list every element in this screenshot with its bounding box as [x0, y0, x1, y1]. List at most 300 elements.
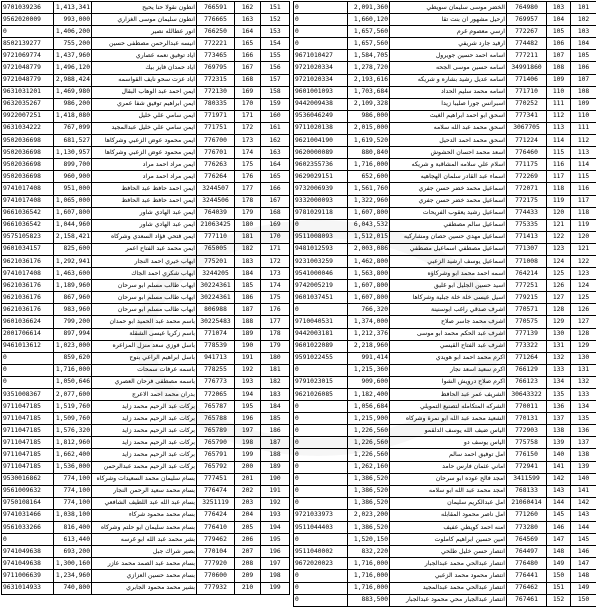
cell-account: 778539: [197, 340, 235, 352]
cell-phone: 0: [2, 352, 54, 364]
cell-account: 777211: [507, 50, 547, 62]
cell-name: ايمن سامي علي خليل: [92, 110, 197, 122]
cell-account: 765788: [197, 413, 235, 425]
cell-col-c: 118: [571, 207, 596, 219]
cell-col-c: 116: [571, 183, 596, 195]
cell-name: بشر محمد عبد الله ابو غرسه: [92, 534, 197, 546]
cell-phone: 9632035267: [2, 98, 54, 110]
table-row: [294, 122, 596, 134]
table-row: [2, 582, 290, 594]
table-row: [2, 546, 290, 558]
cell-amount: 1,469,980: [54, 86, 92, 98]
cell-col-a: 188: [235, 316, 261, 328]
cell-col-b: 134: [547, 376, 571, 388]
cell-phone: 0: [2, 26, 54, 38]
cell-col-b: 193: [261, 509, 290, 521]
cell-amount: 1,418,080: [54, 110, 92, 122]
cell-col-a: 204: [235, 509, 261, 521]
cell-name: انتصار حسن خليل طلحي: [390, 546, 507, 558]
table-row: [294, 147, 596, 159]
cell-col-c: 135: [571, 413, 596, 425]
cell-col-b: 117: [547, 171, 571, 183]
cell-amount: 993,000: [54, 14, 92, 26]
cell-col-b: 121: [547, 219, 571, 231]
cell-phone: 9741049638: [2, 558, 54, 570]
cell-account: 3244205: [197, 268, 235, 280]
table-row: [294, 280, 596, 292]
table-row: [294, 570, 596, 582]
cell-name: ايهاب طالب مسلم ابو سرحان: [92, 304, 197, 316]
cell-phone: 9750108164: [2, 497, 54, 509]
cell-col-b: 171: [261, 243, 290, 255]
cell-col-b: 155: [261, 50, 290, 62]
cell-col-a: 9732006939: [294, 183, 348, 195]
cell-amount: 1,584,705: [348, 50, 390, 62]
cell-col-c: 145: [571, 534, 596, 546]
cell-name: امل ناصر محمود المقابله: [390, 509, 507, 521]
cell-col-b: 111: [547, 98, 571, 110]
table-row: [2, 534, 290, 546]
cell-col-a: 206: [235, 534, 261, 546]
cell-amount: 1,226,560: [348, 449, 390, 461]
cell-col-b: 197: [261, 558, 290, 570]
table-row: [2, 522, 290, 534]
cell-account: 770571: [507, 304, 547, 316]
cell-col-a: 9721020334: [294, 74, 348, 86]
table-row: [2, 558, 290, 570]
table-row: [2, 135, 290, 147]
cell-account: 21060414: [507, 497, 547, 509]
cell-amount: 859,620: [54, 352, 92, 364]
cell-col-a: 171: [235, 110, 261, 122]
cell-col-b: 163: [261, 147, 290, 159]
cell-col-c: 144: [571, 522, 596, 534]
cell-name: بركات عبد الرحيم محمد زايد: [92, 401, 197, 413]
cell-col-a: 162: [235, 2, 261, 14]
cell-phone: 9601034157: [2, 243, 54, 255]
cell-col-b: 115: [547, 147, 571, 159]
cell-account: 770131: [507, 413, 547, 425]
cell-name: اسحق محمد احمد الدحيل: [390, 135, 507, 147]
cell-col-a: 201: [235, 473, 261, 485]
cell-amount: 1,226,560: [348, 437, 390, 449]
cell-name: امجد فالح عوده ابو سرحان: [390, 473, 507, 485]
table-row: [294, 231, 596, 243]
cell-col-a: 0: [294, 219, 348, 231]
cell-amount: 1,619,520: [348, 135, 390, 147]
cell-col-a: 9511044403: [294, 522, 348, 534]
cell-name: ايمن فتحي فؤاد السعدي وشركاه: [92, 231, 197, 243]
left-table-body: [2, 2, 290, 595]
cell-account: 764039: [197, 207, 235, 219]
cell-account: 765790: [197, 437, 235, 449]
cell-col-b: 161: [261, 122, 290, 134]
table-row: [2, 316, 290, 328]
cell-amount: 1,716,000: [348, 582, 390, 594]
cell-name: بسام محمد سعيد الرحمن النجار: [92, 485, 197, 497]
right-table-body: [294, 2, 596, 607]
cell-amount: 2,003,086: [348, 243, 390, 255]
table-row: [294, 485, 596, 497]
cell-name: اسلام علي سلامه المشاقبة و شريكه: [390, 159, 507, 171]
cell-account: 764214: [507, 268, 547, 280]
cell-amount: 2,218,960: [348, 340, 390, 352]
cell-account: 3244506: [197, 195, 235, 207]
cell-account: 770252: [507, 98, 547, 110]
cell-col-a: 200: [235, 461, 261, 473]
cell-name: اسحق ابو احمد ابراهيم الغيث: [390, 110, 507, 122]
cell-amount: 2,158,421: [54, 231, 92, 243]
cell-account: 765792: [197, 461, 235, 473]
cell-name: اكرم سعيد اسعد نجار: [390, 364, 507, 376]
cell-amount: 1,563,800: [348, 268, 390, 280]
table-row: [294, 268, 596, 280]
cell-phone: 9561009632: [2, 485, 54, 497]
cell-col-a: 185: [235, 280, 261, 292]
table-row: [2, 268, 290, 280]
table-row: [2, 110, 290, 122]
cell-account: 776150: [507, 449, 547, 461]
cell-col-b: 103: [547, 2, 571, 14]
cell-phone: 9661036542: [2, 219, 54, 231]
cell-amount: 1,716,000: [348, 570, 390, 582]
cell-amount: 613,440: [54, 534, 92, 546]
cell-account: 774433: [507, 207, 547, 219]
cell-col-a: 184: [235, 268, 261, 280]
table-row: [294, 328, 596, 340]
table-row: [294, 497, 596, 509]
cell-col-c: 119: [571, 219, 596, 231]
cell-name: اسمه احمد محمد ابو وشركاؤه: [390, 268, 507, 280]
table-row: [2, 50, 290, 62]
cell-account: 772267: [507, 26, 547, 38]
cell-amount: 2,091,360: [348, 2, 390, 14]
cell-amount: 1,660,120: [348, 14, 390, 26]
cell-phone: 9530016862: [2, 473, 54, 485]
cell-name: الياس ضيف الله يوسف الدلقمو: [390, 425, 507, 437]
cell-amount: 867,960: [54, 292, 92, 304]
table-row: [294, 50, 596, 62]
cell-name: اشرف محمد جاسر صلاح: [390, 316, 507, 328]
table-row: [2, 292, 290, 304]
cell-name: اسيل عيسى خلة خلة جبلية وشركاها: [390, 292, 507, 304]
table-row: [2, 207, 290, 219]
cell-name: ايمن محمود عوض الزعبي وشركاها: [92, 147, 197, 159]
cell-col-b: 135: [547, 389, 571, 401]
cell-name: اسامه احمد حسين جويرول: [390, 50, 507, 62]
cell-amount: 983,960: [54, 304, 92, 316]
table-row: [2, 171, 290, 183]
cell-amount: 6,043,532: [348, 219, 390, 231]
cell-phone: 2001706614: [2, 328, 54, 340]
cell-col-c: 148: [571, 570, 596, 582]
cell-account: 764569: [507, 534, 547, 546]
cell-col-a: 9602355736: [294, 159, 348, 171]
cell-col-a: 0: [294, 425, 348, 437]
cell-phone: 9561033266: [2, 522, 54, 534]
cell-col-b: 180: [261, 352, 290, 364]
table-row: [294, 304, 596, 316]
table-row: [2, 401, 290, 413]
table-row: [2, 159, 290, 171]
table-row: [294, 425, 596, 437]
cell-col-b: 112: [547, 110, 571, 122]
cell-amount: 1,386,520: [348, 497, 390, 509]
cell-col-a: 9711020138: [294, 122, 348, 134]
cell-name: بشير محمد محمود الجابري: [92, 582, 197, 594]
cell-name: انيسه عبدالرحمن مصطفى حسين: [92, 38, 197, 50]
table-row: [294, 558, 596, 570]
table-row: [294, 316, 596, 328]
cell-account: 777110: [197, 231, 235, 243]
table-row: [2, 461, 290, 473]
cell-col-a: 187: [235, 304, 261, 316]
cell-name: باسمه مصطفى فرحان العصري: [92, 376, 197, 388]
cell-col-c: 122: [571, 255, 596, 267]
table-row: [2, 413, 290, 425]
cell-account: 776700: [197, 135, 235, 147]
table-row: [2, 473, 290, 485]
cell-account: 771008: [507, 255, 547, 267]
cell-phone: 9721048779: [2, 74, 54, 86]
cell-account: 765787: [197, 401, 235, 413]
cell-phone: 9502036698: [2, 135, 54, 147]
cell-account: 771406: [507, 74, 547, 86]
cell-name: امجد محمد عبد الله ابو سلامه: [390, 485, 507, 497]
cell-account: 772071: [507, 183, 547, 195]
table-row: [294, 98, 596, 110]
cell-account: 3251119: [197, 497, 235, 509]
cell-account: 776701: [197, 147, 235, 159]
cell-account: 765005: [197, 243, 235, 255]
table-row: [294, 389, 596, 401]
cell-phone: 9711047185: [2, 461, 54, 473]
cell-amount: 1,716,000: [54, 364, 92, 376]
cell-amount: 1,292,941: [54, 255, 92, 267]
cell-account: 772315: [197, 74, 235, 86]
cell-col-a: 169: [235, 86, 261, 98]
table-row: [2, 219, 290, 231]
table-row: [2, 74, 290, 86]
cell-col-c: 112: [571, 135, 596, 147]
cell-col-c: 140: [571, 473, 596, 485]
cell-col-a: 0: [294, 449, 348, 461]
cell-name: اشرف عبد الحكم محمد ابو موسى: [390, 328, 507, 340]
table-row: [294, 243, 596, 255]
cell-account: 764497: [507, 546, 547, 558]
cell-col-a: 0: [294, 14, 348, 26]
cell-col-a: 179: [235, 207, 261, 219]
cell-col-b: 154: [261, 38, 290, 50]
cell-amount: 1,463,600: [54, 268, 92, 280]
table-row: [2, 231, 290, 243]
table-row: [294, 171, 596, 183]
cell-name: اسعد محمد احسان الحشوش: [390, 147, 507, 159]
cell-account: 3244507: [197, 183, 235, 195]
cell-account: 776441: [507, 570, 547, 582]
cell-col-c: 129: [571, 340, 596, 352]
cell-amount: 1,300,160: [54, 558, 92, 570]
cell-account: 769957: [507, 14, 547, 26]
cell-amount: 909,600: [348, 376, 390, 388]
cell-amount: 1,212,376: [348, 328, 390, 340]
cell-account: 776264: [197, 171, 235, 183]
cell-amount: 740,800: [54, 582, 92, 594]
cell-amount: 1,576,320: [54, 425, 92, 437]
cell-col-b: 140: [547, 449, 571, 461]
cell-name: بركات عبد الرحيم محمد زايد: [92, 425, 197, 437]
cell-account: 767461: [507, 594, 547, 606]
cell-name: الخضر موسى سليمان سويطي: [390, 2, 507, 14]
cell-account: 776665: [197, 14, 235, 26]
cell-name: الياس يوسف دو: [390, 437, 507, 449]
cell-name: بسام محمد حسين العزازي: [92, 570, 197, 582]
cell-col-a: 183: [235, 255, 261, 267]
cell-phone: 9711047185: [2, 449, 54, 461]
cell-name: اسماعيل يوسف ارشيد الزعبي: [390, 255, 507, 267]
cell-amount: 1,056,684: [348, 401, 390, 413]
cell-phone: 9461013612: [2, 340, 54, 352]
cell-amount: 1,278,720: [348, 62, 390, 74]
cell-name: ايمن احمد حافظ عبد الحافظ: [92, 183, 197, 195]
cell-col-b: 132: [547, 352, 571, 364]
table-row: [2, 352, 290, 364]
table-row: [294, 534, 596, 546]
cell-col-c: 125: [571, 292, 596, 304]
cell-col-a: 9541000046: [294, 268, 348, 280]
cell-phone: 9502036698: [2, 147, 54, 159]
cell-amount: 1,262,160: [348, 461, 390, 473]
cell-phone: 9741017408: [2, 268, 54, 280]
cell-name: ايهاب طالب مسلم ابو سرحان: [92, 280, 197, 292]
table-row: [294, 195, 596, 207]
cell-account: 770104: [197, 546, 235, 558]
cell-amount: 652,600: [348, 171, 390, 183]
table-row: [2, 147, 290, 159]
cell-col-b: 170: [261, 231, 290, 243]
cell-amount: 1,226,560: [348, 425, 390, 437]
table-row: [294, 401, 596, 413]
cell-col-b: 195: [261, 534, 290, 546]
cell-col-b: 164: [261, 159, 290, 171]
cell-name: اسماعيل محمد خضر حسن جفري: [390, 183, 507, 195]
cell-amount: 1,234,960: [54, 570, 92, 582]
cell-col-a: 9231003259: [294, 255, 348, 267]
cell-amount: 1,386,520: [348, 473, 390, 485]
cell-amount: 1,189,960: [54, 280, 92, 292]
cell-amount: 832,220: [348, 546, 390, 558]
cell-phone: 9711006639: [2, 570, 54, 582]
cell-col-a: 199: [235, 449, 261, 461]
cell-name: ارفيد جارد شريفي: [390, 38, 507, 50]
table-row: [294, 219, 596, 231]
cell-amount: 1,386,520: [348, 485, 390, 497]
cell-name: باسمه عرفات سمحات: [92, 364, 197, 376]
cell-name: بصير شراك جبل: [92, 546, 197, 558]
cell-phone: 9575105823: [2, 231, 54, 243]
cell-col-a: 181: [235, 231, 261, 243]
cell-phone: 9351008367: [2, 389, 54, 401]
cell-name: اياد حمدان فايز بيك: [92, 62, 197, 74]
cell-account: 30225483: [197, 316, 235, 328]
cell-col-c: 113: [571, 147, 596, 159]
cell-col-b: 133: [547, 364, 571, 376]
cell-col-a: 9442009438: [294, 98, 348, 110]
table-row: [294, 14, 596, 26]
cell-account: 776424: [197, 509, 235, 521]
cell-col-b: 167: [261, 195, 290, 207]
cell-col-b: 107: [547, 50, 571, 62]
table-row: [294, 110, 596, 122]
cell-col-b: 105: [547, 26, 571, 38]
cell-account: 806988: [197, 304, 235, 316]
cell-col-a: 178: [235, 195, 261, 207]
cell-col-a: 9672020023: [294, 558, 348, 570]
table-row: [294, 207, 596, 219]
cell-col-a: 194: [235, 389, 261, 401]
cell-name: امنه احمد كويطي عفيف: [390, 522, 507, 534]
cell-account: 30224361: [197, 292, 235, 304]
cell-col-b: 199: [261, 582, 290, 594]
cell-col-b: 104: [547, 14, 571, 26]
cell-col-b: 185: [261, 413, 290, 425]
cell-col-b: 142: [547, 473, 571, 485]
cell-account: 777341: [507, 110, 547, 122]
cell-phone: 9661036542: [2, 207, 54, 219]
cell-name: ايمن احمد عبد الوهاب البقال: [92, 86, 197, 98]
cell-phone: 9711047185: [2, 437, 54, 449]
table-row: [2, 243, 290, 255]
cell-account: 779215: [507, 292, 547, 304]
cell-col-c: 133: [571, 389, 596, 401]
cell-account: 766591: [197, 2, 235, 14]
cell-name: ارسي معصوم غرم: [390, 26, 507, 38]
cell-col-b: 130: [547, 328, 571, 340]
cell-account: 772269: [507, 171, 547, 183]
cell-col-b: 116: [547, 159, 571, 171]
cell-col-b: 151: [547, 582, 571, 594]
cell-col-b: 183: [261, 389, 290, 401]
table-row: [294, 522, 596, 534]
cell-col-b: 151: [261, 2, 290, 14]
cell-col-c: 120: [571, 231, 596, 243]
cell-col-a: 190: [235, 340, 261, 352]
cell-amount: 1,496,120: [54, 62, 92, 74]
cell-account: 776474: [197, 485, 235, 497]
cell-col-c: 138: [571, 449, 596, 461]
cell-phone: 9631014933: [2, 582, 54, 594]
cell-name: باسل فوزي سعد منزل المزاعره: [92, 340, 197, 352]
cell-account: 765791: [197, 449, 235, 461]
cell-phone: 9621036176: [2, 292, 54, 304]
cell-name: بسام عبد الله عبد اللطيف الشافعي: [92, 497, 197, 509]
table-row: [2, 376, 290, 388]
table-row: [294, 437, 596, 449]
cell-name: بركات عبد الرحيم محمد عبدالرحمن: [92, 461, 197, 473]
cell-account: 764980: [507, 2, 547, 14]
cell-name: ايمن احمد حافظ عبد الحافظ: [92, 195, 197, 207]
cell-phone: 9502036698: [2, 171, 54, 183]
cell-account: 775758: [507, 437, 547, 449]
table-row: [294, 509, 596, 521]
cell-col-b: 118: [547, 183, 571, 195]
cell-account: 771971: [197, 110, 235, 122]
cell-amount: 774,100: [54, 485, 92, 497]
cell-col-a: 9710040531: [294, 316, 348, 328]
table-row: [294, 86, 596, 98]
cell-phone: 9621036176: [2, 255, 54, 267]
cell-col-b: 190: [261, 473, 290, 485]
